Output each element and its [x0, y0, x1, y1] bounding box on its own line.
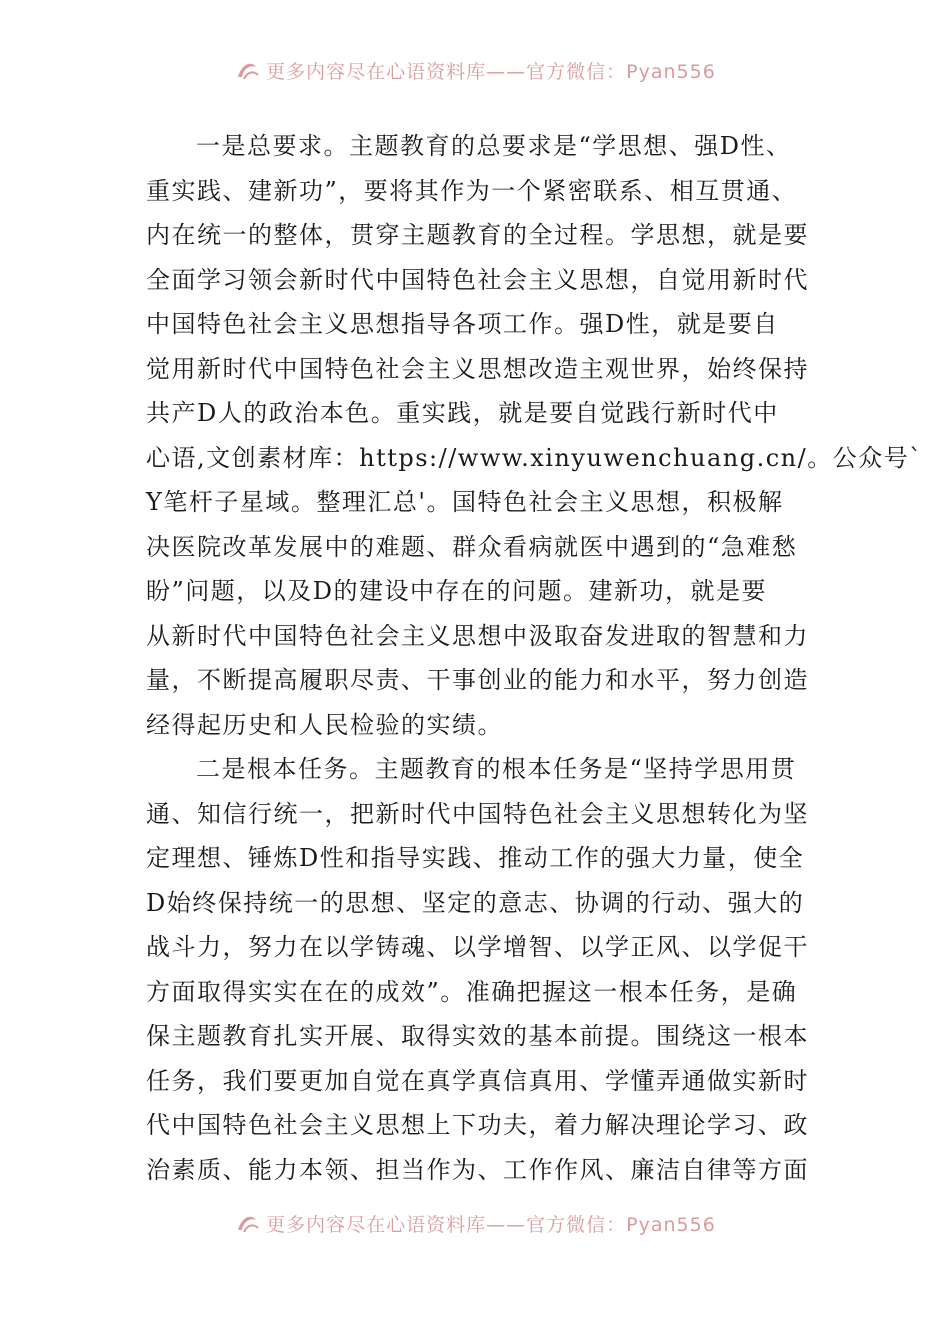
paragraph-line: 中国特色社会主义思想指导各项工作。强D性，就是要自 [146, 310, 779, 338]
paragraph-line: 二是根本任务。主题教育的根本任务是“坚持学思用贯 [196, 755, 797, 783]
paragraph-line: 内在统一的整体，贯穿主题教育的全过程。学思想，就是要 [146, 221, 809, 249]
paragraph-line: 全面学习领会新时代中国特色社会主义思想，自觉用新时代 [146, 265, 809, 294]
paragraph-line: 心语,文创素材库：https://www.xinyuwenchuang.cn/。公众号` [146, 443, 923, 472]
paragraph-line: 盼”问题，以及D的建设中存在的问题。建新功，就是要 [146, 577, 768, 605]
watermark-logo-icon [234, 57, 260, 83]
paragraph [146, 747, 816, 1192]
footer-watermark [0, 1205, 950, 1241]
paragraph [146, 124, 923, 747]
watermark-text: 更多内容尽在心语资料库——官方微信：Pyan556 [266, 1213, 716, 1236]
paragraph-line: 决医院改革发展中的难题、群众看病就医中遇到的“急难愁 [146, 532, 798, 561]
paragraph-line: 一是总要求。主题教育的总要求是“学思想、强D性、 [196, 132, 792, 160]
paragraph-line: 治素质、能力本领、担当作为、工作作风、廉洁自律等方面 [146, 1155, 809, 1184]
paragraph-line: 任务，我们要更加自觉在真学真信真用、学懂弄通做实新时 [146, 1066, 809, 1095]
paragraph-line: 共产D人的政治本色。重实践，就是要自觉践行新时代中 [146, 399, 779, 427]
paragraph-line: 经得起历史和人民检验的实绩。 [146, 710, 503, 739]
watermark-group [234, 57, 716, 84]
watermark-logo-icon [234, 1210, 260, 1236]
paragraph-line: 战斗力，努力在以学铸魂、以学增智、以学正风、以学促干 [146, 933, 809, 961]
paragraph-line: Y笔杆子星域。整理汇总'。国特色社会主义思想，积极解 [146, 488, 784, 516]
watermark-group [234, 1210, 716, 1237]
paragraph-line: 代中国特色社会主义思想上下功夫，着力解决理论学习、政 [146, 1111, 809, 1139]
paragraph-line: 保主题教育扎实开展、取得实效的基本前提。围绕这一根本 [146, 1022, 809, 1050]
paragraph-line: 觉用新时代中国特色社会主义思想改造主观世界，始终保持 [146, 354, 809, 383]
paragraph-line: 方面取得实实在在的成效”。准确把握这一根本任务，是确 [146, 977, 798, 1006]
paragraph-line: 量，不断提高履职尽责、干事创业的能力和水平，努力创造 [146, 666, 809, 694]
watermark-text: 更多内容尽在心语资料库——官方微信：Pyan556 [266, 60, 716, 83]
paragraph-line: 从新时代中国特色社会主义思想中汲取奋发进取的智慧和力 [146, 621, 809, 650]
paragraph-line: 定理想、锤炼D性和指导实践、推动工作的强大力量，使全 [146, 844, 805, 872]
paragraph-line: 通、知信行统一，把新时代中国特色社会主义思想转化为坚 [146, 799, 809, 828]
header-watermark [0, 52, 950, 88]
paragraph-line: 重实践、建新功”，要将其作为一个紧密联系、相互贯通、 [146, 176, 798, 205]
paragraph-line: D始终保持统一的思想、坚定的意志、协调的行动、强大的 [146, 888, 805, 917]
document-body [146, 124, 923, 1192]
